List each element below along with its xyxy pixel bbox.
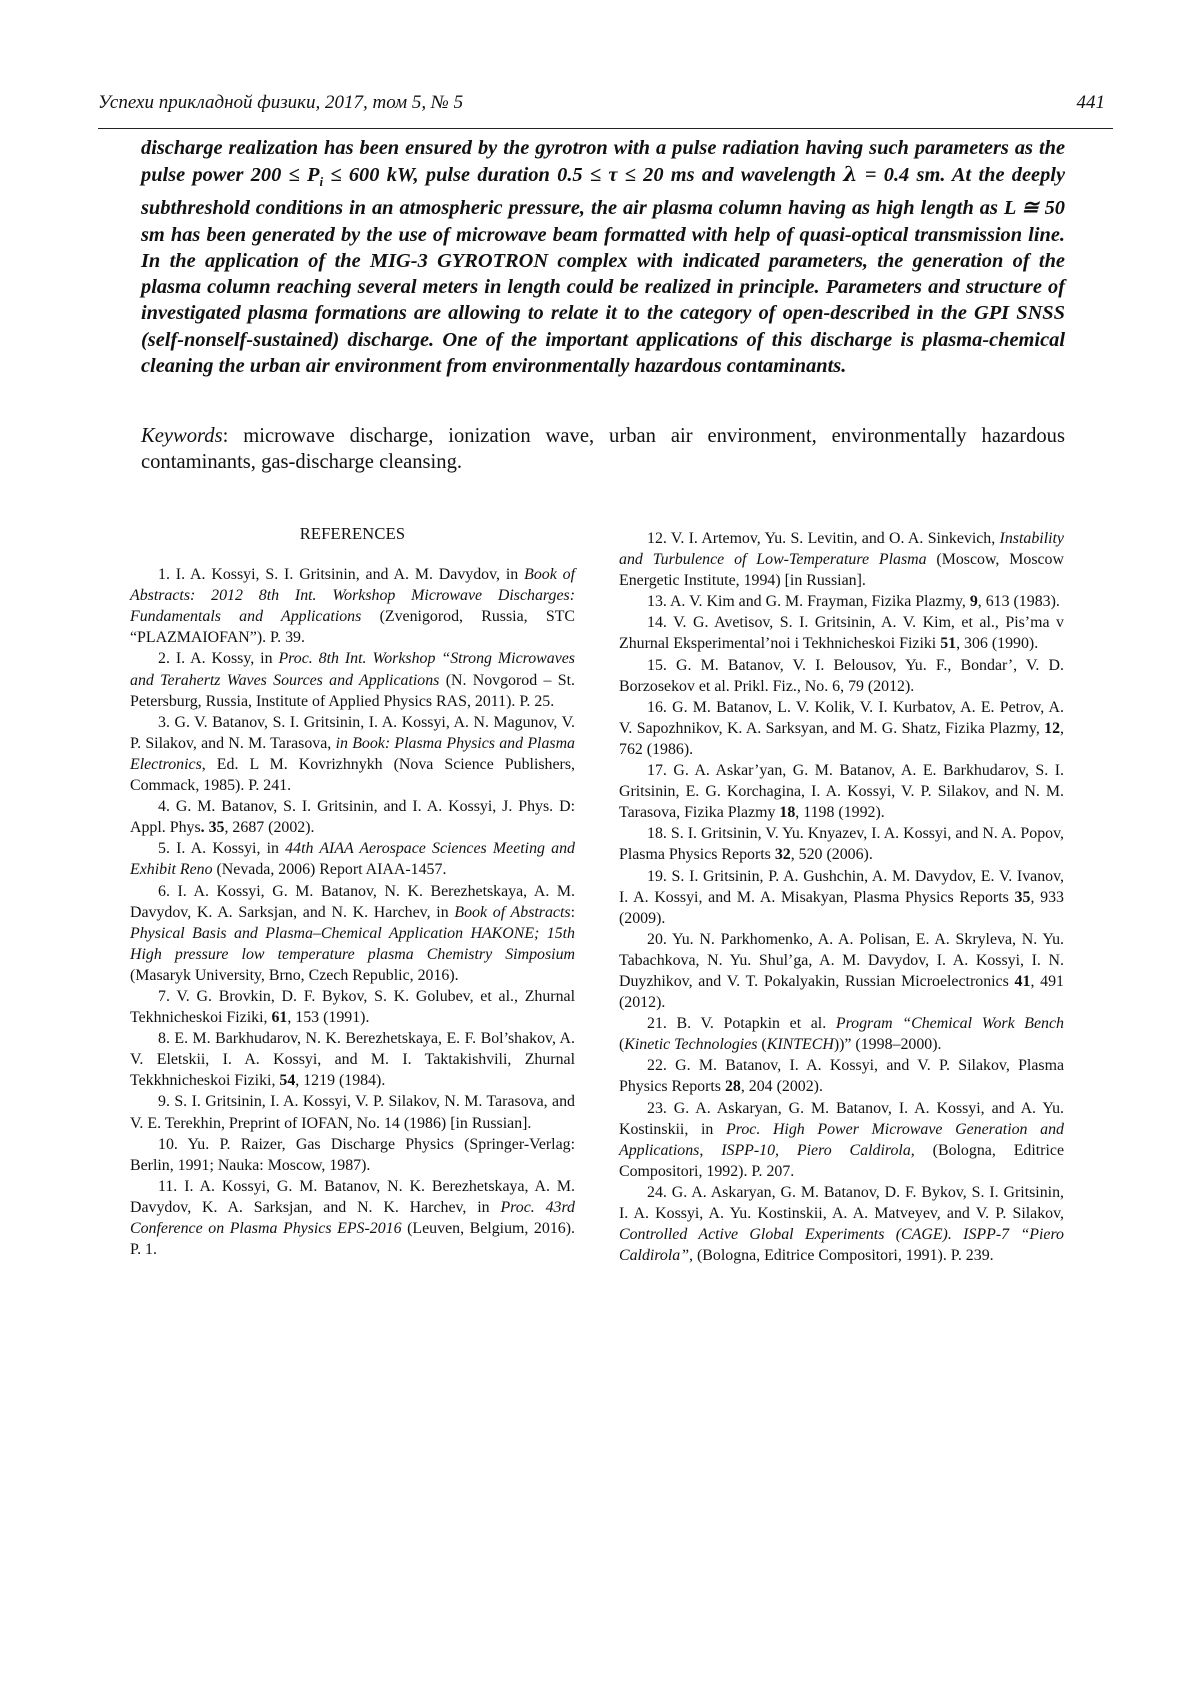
reference-3: 3. G. V. Batanov, S. I. Gritsinin, I. A. Kossyi, A. N. Magunov, V. P. Silakov, and N. M. Tarasova, in Book: Plasma Physics and Plasma Electronics, Ed. L M. Kovrizhnykh (Nova Science Publishers, Commack, 1985). P. 241. [130,713,576,795]
reference-17: 17. G. A. Askar’yan, G. M. Batanov, A. E. Barkhudarov, S. I. Gritsinin, E. G. Korchagina, I. A. Kossyi, V. P. Silakov, and N. M. Tarasova, Fizika Plazmy 18, 1198 (1992). [619,762,1064,822]
reference-13: 13. A. V. Kim and G. M. Frayman, Fizika Plazmy, 9, 613 (1983). [647,593,1060,611]
keywords-label: Keywords [141,425,223,447]
journal-title: Успехи прикладной физики, 2017, том 5, № 5 [98,92,464,113]
reference-21: 21. B. V. Potapkin et al. Program “Chemical Work Bench (Kinetic Technologies (KINTECH))” (1998–2000). [619,1015,1065,1054]
lambda-symbol: λ [843,162,858,187]
reference-24: 24. G. A. Askaryan, G. M. Batanov, D. F. Bykov, S. I. Gritsinin, I. A. Kossyi, A. Yu. Kostinskii, A. A. Matveyev, and V. P. Silakov, Controlled Active Global Experiments (CAGE). ISPP-7 “Piero Caldirola”, (Bologna, Editrice Compositori, 1991). P. 239. [619,1183,1064,1265]
abstract-text-1: discharge realization has been ensured by the gyrotron with a pulse radiation having such parameters as the pulse power 200 ≤ P [141,137,1065,187]
reference-11: 11. I. A. Kossyi, G. M. Batanov, N. K. Berezhetskaya, A. M. Davydov, K. A. Sarksjan, and N. K. Harchev, in Proc. 43rd Conference on Plasma Physics EPS-2016 (Leuven, Belgium, 2016). P. 1. [130,1177,575,1259]
abstract-text-3: = 0.4 sm. At the deeply subthreshold conditions in an atmospheric pressure, the air plasma column having as high length as L ≅ 50 sm has been generated by the use of microwave beam formatted with help of quasi-optical transmission line. In the application of the MIG-3 GYROTRON complex with indicated parameters, the generation of the plasma column reaching several meters in length could be realized in principle. Parameters and structure of investigated plasma formations are allowing to relate it to the category of open-described in the GPI SNSS (self-nonself-sustained) discharge. One of the important applications of this discharge is plasma-chemical cleaning the urban air environment from environmentally hazardous contaminants. [141,164,1066,377]
reference-9: 9. S. I. Gritsinin, I. A. Kossyi, V. P. Silakov, N. M. Tarasova, and V. E. Terekhin, Preprint of IOFAN, No. 14 (1986) [in Russian]. [130,1093,575,1132]
abstract-subscript: i [319,174,324,190]
reference-1: 1. I. A. Kossyi, S. I. Gritsinin, and A. M. Davydov, in Book of Abstracts: 2012 8th Int. Workshop Microwave Discharges: Fundamentals and Applications (Zvenigorod, Russia, STC “PLAZMAIOFAN”). P. 39. [130,566,575,647]
reference-16: 16. G. M. Batanov, L. V. Kolik, V. I. Kurbatov, A. E. Petrov, A. V. Sapozhnikov, K. A. Sarksyan, and M. G. Shatz, Fizika Plazmy, 12, 762 (1986). [619,698,1064,758]
reference-14: 14. V. G. Avetisov, S. I. Gritsinin, A. V. Kim, et al., Pis’ma v Zhurnal Eksperimental’noi i Tekhnicheskoi Fiziki 51, 306 (1990). [619,614,1064,653]
running-header [98,92,1113,129]
references-title: REFERENCES [299,524,406,543]
reference-10: 10. Yu. P. Raizer, Gas Discharge Physics (Springer-Verlag: Berlin, 1991; Nauka: Moscow, 1987). [130,1135,575,1174]
reference-22: 22. G. M. Batanov, I. A. Kossyi, and V. P. Silakov, Plasma Physics Reports 28, 204 (2002). [619,1057,1064,1096]
reference-15: 15. G. M. Batanov, V. I. Belousov, Yu. F., Bondar’, V. D. Borzosekov et al. Prikl. Fiz., No. 6, 79 (2012). [619,656,1064,695]
references-column-right [619,528,1064,1266]
reference-19: 19. S. I. Gritsinin, P. A. Gushchin, A. M. Davydov, E. V. Ivanov, I. A. Kossyi, and M. A. Misakyan, Plasma Physics Reports 35, 933 (2009). [619,867,1064,927]
keywords-text: : microwave discharge, ionization wave, urban air environment, environmentally hazardous contaminants, gas-discharge cleansing. [141,425,1065,473]
reference-2: 2. I. A. Kossy, in Proc. 8th Int. Workshop “Strong Microwaves and Terahertz Waves Sources and Applications (N. Novgorod – St. Petersburg, Russia, Institute of Applied Physics RAS, 2011). P. 25. [130,650,575,710]
reference-4: 4. G. M. Batanov, S. I. Gritsinin, and I. A. Kossyi, J. Phys. D: Appl. Phys. 35, 2687 (2002). [130,798,575,837]
reference-20: 20. Yu. N. Parkhomenko, A. A. Polisan, E. A. Skryleva, N. Yu. Tabachkova, N. Yu. Shul’ga, A. M. Davydov, I. A. Kossyi, I. N. Duyzhikov, and V. T. Pokalyakin, Russian Microelectronics 41, 491 (2012). [619,930,1064,1012]
reference-7: 7. V. G. Brovkin, D. F. Bykov, S. K. Golubev, et al., Zhurnal Tekhnicheskoi Fiziki, 61, 153 (1991). [130,987,575,1027]
reference-18: 18. S. I. Gritsinin, V. Yu. Knyazev, I. A. Kossyi, and N. A. Popov, Plasma Physics Reports 32, 520 (2006). [619,825,1064,864]
abstract-text-2: ≤ 600 kW, pulse duration 0.5 ≤ τ ≤ 20 ms and wavelength [323,164,844,187]
reference-12: 12. V. I. Artemov, Yu. S. Levitin, and O. A. Sinkevich, Instability and Turbulence of Low-Temperature Plasma (Moscow, Moscow Energetic Institute, 1994) [in Russian]. [619,530,1064,590]
reference-8: 8. E. M. Barkhudarov, N. K. Berezhetskaya, E. F. Bol’shakov, A. V. Eletskii, I. A. Kossyi, and M. I. Taktakishvili, Zhurnal Tekkhnicheskoi Fiziki, 54, 1219 (1984). [130,1030,575,1090]
keywords [141,423,1065,475]
page-number: 441 [1076,92,1105,113]
reference-5: 5. I. A. Kossyi, in 44th AIAA Aerospace Sciences Meeting and Exhibit Reno (Nevada, 2006) Report AIAA-1457. [130,840,575,879]
references-column-left [130,523,575,1260]
reference-23: 23. G. A. Askaryan, G. M. Batanov, I. A. Kossyi, and A. Yu. Kostinskii, in Proc. High Power Microwave Generation and Applications, ISPP-10, Piero Caldirola, (Bologna, Editrice Compositori, 1992). P. 207. [619,1099,1064,1180]
abstract [141,135,1065,379]
reference-6: 6. I. A. Kossyi, G. M. Batanov, N. K. Berezhetskaya, A. M. Davydov, K. A. Sarksjan, and N. K. Harchev, in Book of Abstracts: Physical Basis and Plasma–Chemical Application HAKONE; 15th High pressure low temperature plasma Chemistry Simposium (Masaryk University, Brno, Czech Republic, 2016). [130,882,575,984]
